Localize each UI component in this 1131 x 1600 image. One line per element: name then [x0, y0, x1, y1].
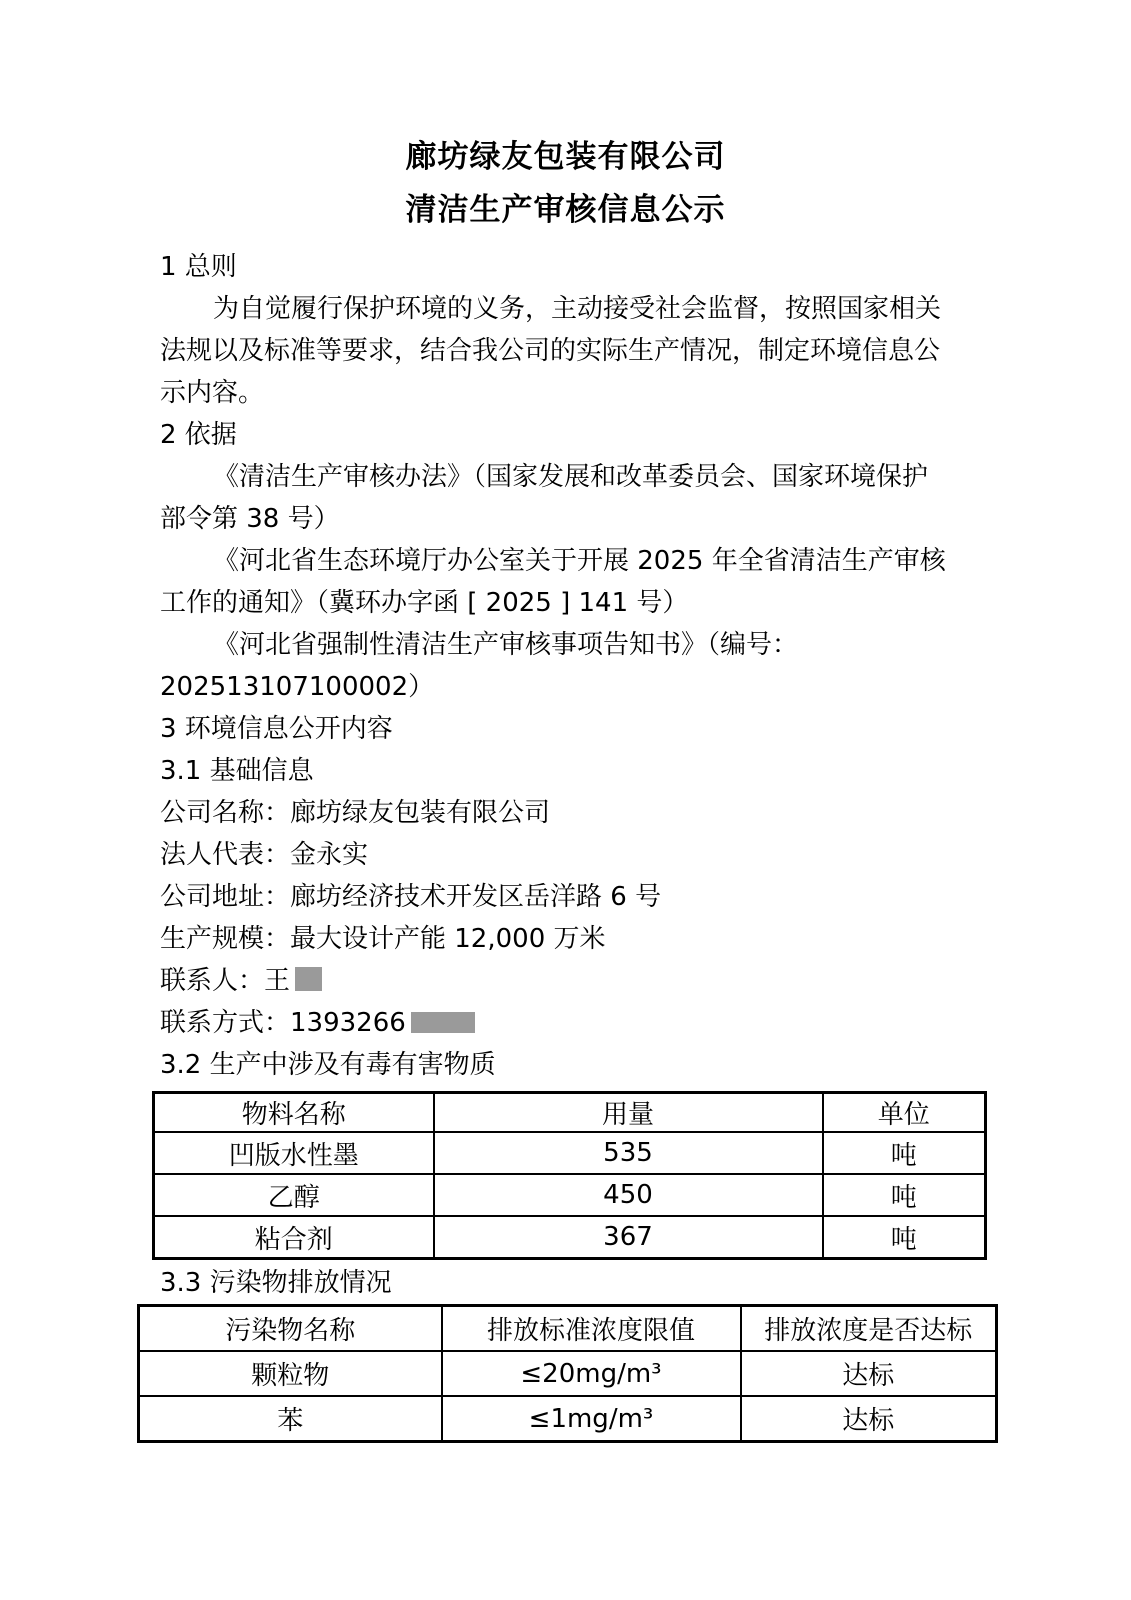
- text: 法人代表：金永实: [160, 840, 369, 870]
- table-header-row: [139, 1306, 997, 1352]
- table-cell: ≤1mg/m³: [442, 1396, 741, 1442]
- table-row: [154, 1132, 986, 1174]
- section-heading: [160, 708, 1131, 750]
- text-line: [160, 330, 1131, 372]
- text: 公司名称：廊坊绿友包装有限公司: [160, 798, 551, 828]
- text-line: [160, 624, 1131, 666]
- text: 联系人：王: [160, 966, 291, 996]
- section-heading: [160, 414, 1131, 456]
- text: 为自觉履行保护环境的义务，主动接受社会监督，按照国家相关: [213, 294, 942, 324]
- text-line: [160, 540, 1131, 582]
- text-line: [160, 456, 1131, 498]
- document-subtitle: 清洁生产审核信息公示: [405, 192, 726, 228]
- column-header: 污染物名称: [139, 1306, 442, 1352]
- text-line: [160, 960, 1131, 1002]
- table-cell: 吨: [823, 1132, 986, 1174]
- section-heading: [160, 1044, 1131, 1086]
- table-cell: 颗粒物: [139, 1351, 442, 1396]
- section-heading: [160, 750, 1131, 792]
- text: 《清洁生产审核办法》（国家发展和改革委员会、国家环境保护: [213, 462, 929, 492]
- text-line: [160, 876, 1131, 918]
- table-header-row: [154, 1093, 986, 1133]
- column-header: 单位: [823, 1093, 986, 1133]
- column-header: 排放浓度是否达标: [741, 1306, 997, 1352]
- table-cell: 367: [434, 1216, 823, 1259]
- section-heading: [160, 246, 1131, 288]
- text: 202513107100002）: [160, 672, 435, 702]
- text-line: [160, 834, 1131, 876]
- table-cell: 吨: [823, 1174, 986, 1216]
- table-cell: 535: [434, 1132, 823, 1174]
- text: 3.1 基础信息: [160, 756, 314, 786]
- table-row: [139, 1351, 997, 1396]
- emissions-table: [137, 1304, 998, 1443]
- text: 2 依据: [160, 420, 237, 450]
- text: 生产规模：最大设计产能 12,000 万米: [160, 924, 606, 954]
- document-header: [0, 0, 1131, 237]
- redaction-block: [295, 967, 322, 991]
- table-cell: 粘合剂: [154, 1216, 434, 1259]
- text-line: [160, 666, 1131, 708]
- table-cell: 达标: [741, 1396, 997, 1442]
- text-line: [160, 918, 1131, 960]
- table-row: [154, 1174, 986, 1216]
- text-line: [160, 372, 1131, 414]
- text: 3.2 生产中涉及有毒有害物质: [160, 1050, 496, 1080]
- table-cell: ≤20mg/m³: [442, 1351, 741, 1396]
- text: 部令第 38 号）: [160, 504, 340, 534]
- table-row: [139, 1396, 997, 1442]
- text: 公司地址：廊坊经济技术开发区岳洋路 6 号: [160, 882, 662, 912]
- text: 《河北省强制性清洁生产审核事项告知书》（编号：: [213, 630, 799, 660]
- text-line: [160, 288, 1131, 330]
- table-row: [154, 1216, 986, 1259]
- text: 1 总则: [160, 252, 237, 282]
- document-body: [160, 246, 1131, 1086]
- text: 《河北省生态环境厅办公室关于开展 2025 年全省清洁生产审核: [213, 546, 946, 576]
- materials-table: [152, 1091, 987, 1260]
- document-title: 廊坊绿友包装有限公司: [405, 139, 726, 175]
- text: 联系方式：1393266: [160, 1008, 406, 1038]
- text: 3 环境信息公开内容: [160, 714, 393, 744]
- text-line: [160, 1002, 1131, 1044]
- table-cell: 乙醇: [154, 1174, 434, 1216]
- table-cell: 450: [434, 1174, 823, 1216]
- column-header: 物料名称: [154, 1093, 434, 1133]
- text: 法规以及标准等要求，结合我公司的实际生产情况，制定环境信息公: [160, 336, 941, 366]
- text-line: [160, 498, 1131, 540]
- text: 工作的通知》（冀环办字函 [ 2025 ] 141 号）: [160, 588, 689, 618]
- text-line: [160, 792, 1131, 834]
- text-line: [160, 582, 1131, 624]
- table-cell: 凹版水性墨: [154, 1132, 434, 1174]
- redaction-block: [411, 1012, 475, 1033]
- column-header: 用量: [434, 1093, 823, 1133]
- column-header: 排放标准浓度限值: [442, 1306, 741, 1352]
- table-cell: 苯: [139, 1396, 442, 1442]
- table-cell: 达标: [741, 1351, 997, 1396]
- text: 示内容。: [160, 378, 265, 408]
- table-cell: 吨: [823, 1216, 986, 1259]
- section-heading-emissions: 3.3 污染物排放情况: [160, 1268, 392, 1298]
